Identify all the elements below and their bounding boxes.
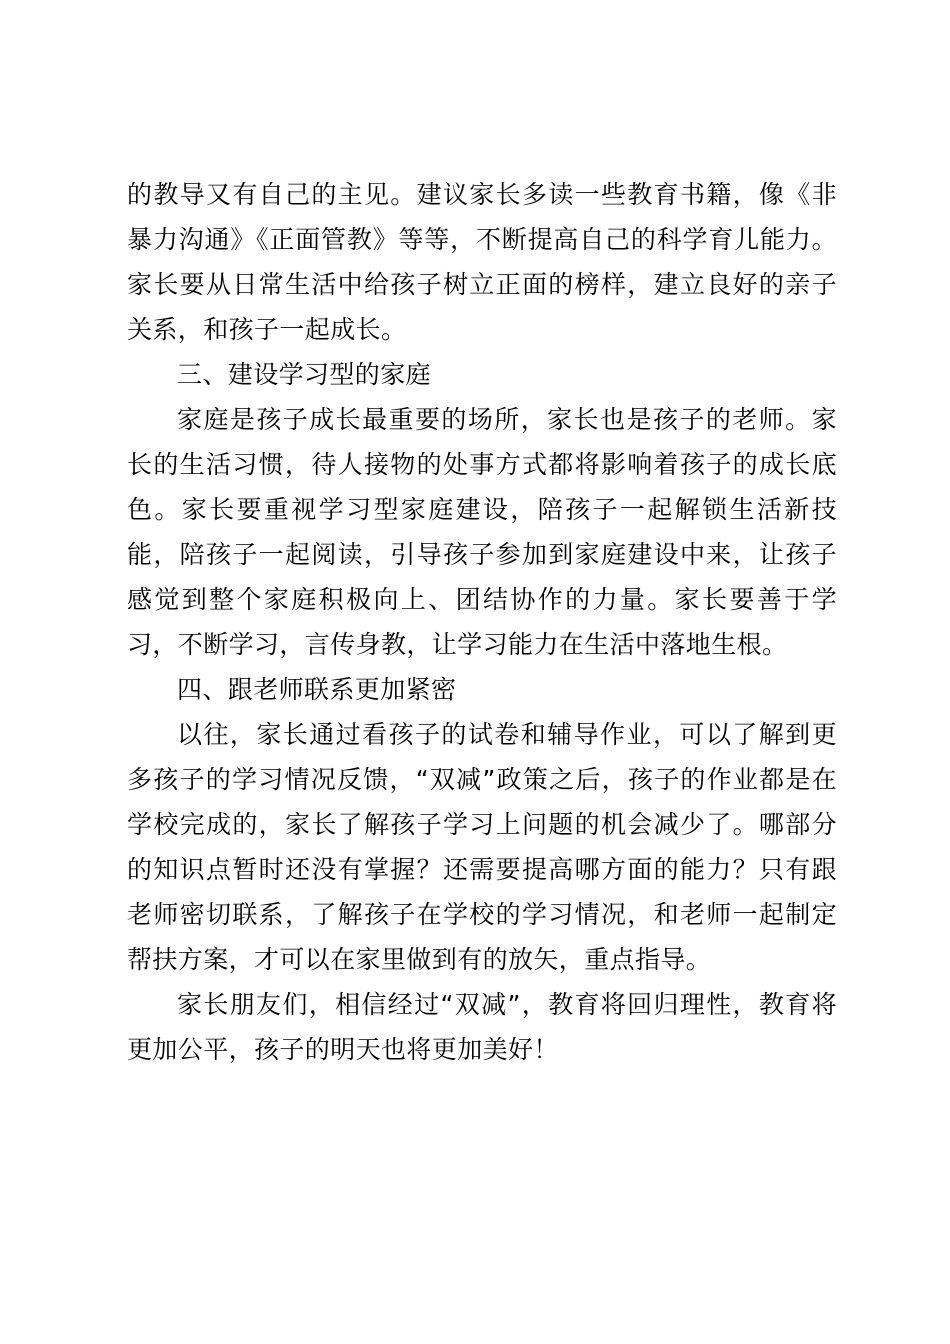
section-heading-3: 三、建设学习型的家庭	[177, 360, 432, 389]
section-heading-4: 四、跟老师联系更加紧密	[177, 675, 457, 704]
paragraph-continuation: 的教导又有自己的主见。建议家长多读一些教育书籍，像《非暴力沟通》《正面管教》等等，不断提高自己的科学育儿能力。家长要从日常生活中给孩子树立正面的榜样，建立良好的亲子关系，和孩子一起成长。	[127, 180, 837, 344]
paragraph-teacher-contact: 以往，家长通过看孩子的试卷和辅导作业，可以了解到更多孩子的学习情况反馈，“双减”政策之后，孩子的作业都是在学校完成的，家长了解孩子学习上问题的机会减少了。哪部分的知识点暂时还没有掌握？还需要提高哪方面的能力？只有跟老师密切联系，了解孩子在学校的学习情况，和老师一起制定帮扶方案，才可以在家里做到有的放矢，重点指导。	[127, 720, 837, 974]
paragraph-conclusion: 家长朋友们，相信经过“双减”，教育将回归理性，教育将更加公平，孩子的明天也将更加美好！	[127, 990, 837, 1064]
document-body	[127, 172, 837, 1072]
paragraph-learning-family: 家庭是孩子成长最重要的场所，家长也是孩子的老师。家长的生活习惯，待人接物的处事方式都将影响着孩子的成长底色。家长要重视学习型家庭建设，陪孩子一起解锁生活新技能，陪孩子一起阅读，引导孩子参加到家庭建设中来，让孩子感觉到整个家庭积极向上、团结协作的力量。家长要善于学习，不断学习，言传身教，让学习能力在生活中落地生根。	[127, 405, 837, 659]
